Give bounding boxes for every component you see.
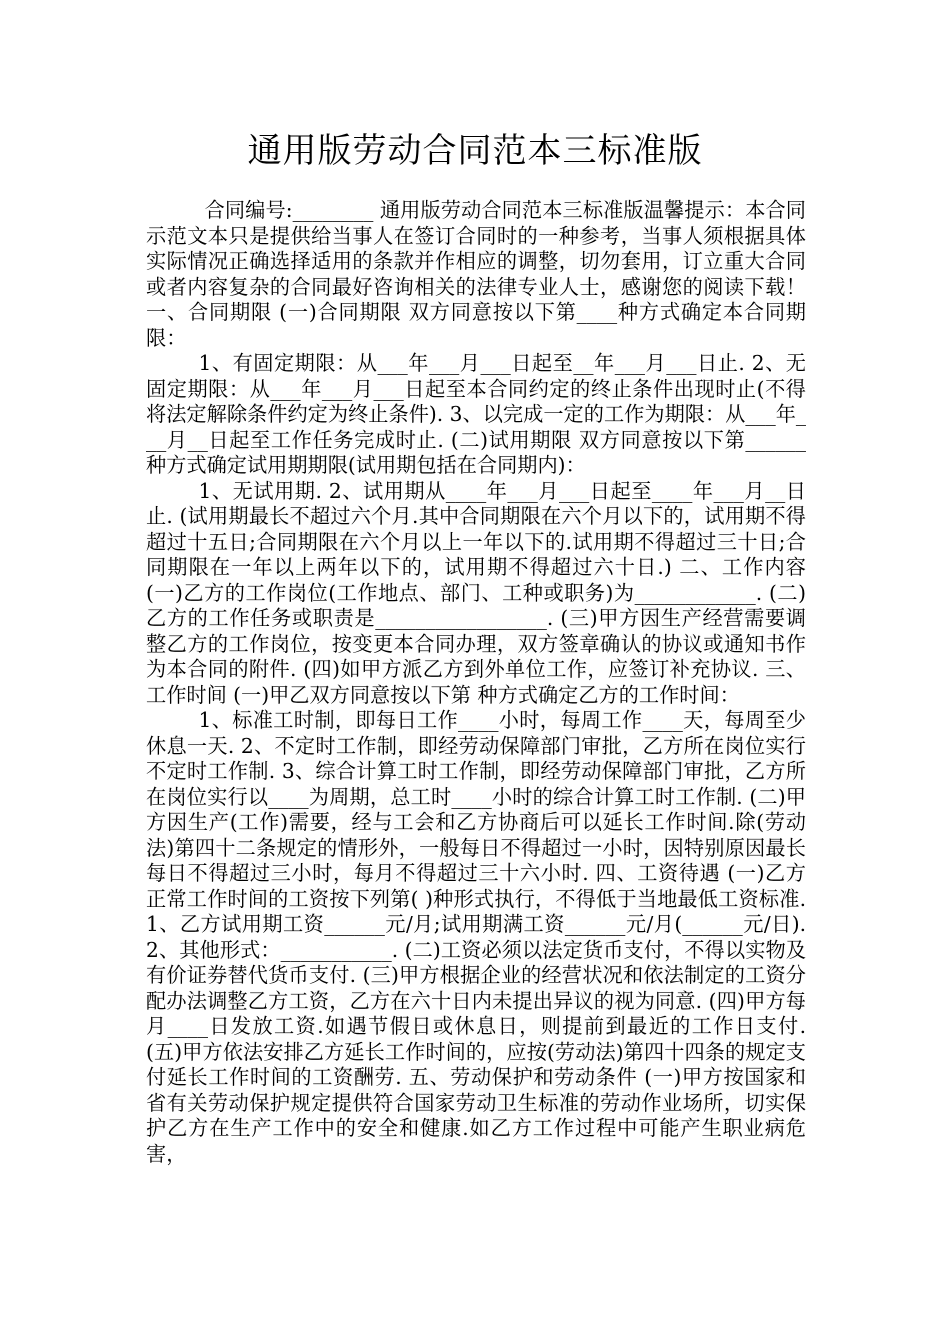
- document-title: 通用版劳动合同范本三标准版: [247, 131, 703, 171]
- paragraph-probation-and-work: 1、无试用期. 2、试用期从____年___月___日起至____年___月__日止. (试用期最长不超过六个月.其中合同期限在六个月以下的，试用期不得超过十五日;合同期限在六个月以上一年以下的.试用期不得超过三十日;合同期限在一年以上两年以下的，试用期不得超过六十日.) 二、工作内容 (一)乙方的工作岗位(工作地点、部门、工种或职务)为____________. (二)乙方的工作任务或职责是_________________. (三)甲方因生产经营需要调整乙方的工作岗位，按变更本合同办理，双方签章确认的协议或通知书作为本合同的附件. (四)如甲方派乙方到外单位工作，应签订补充协议. 三、工作时间 (一)甲乙双方同意按以下第 种方式确定乙方的工作时间：: [146, 478, 806, 707]
- paragraph-intro: 合同编号:________ 通用版劳动合同范本三标准版温馨提示：本合同示范文本只是提供给当事人在签订合同时的一种参考，当事人须根据具体实际情况正确选择适用的条款并作相应的调整，切勿套用，订立重大合同或者内容复杂的合同最好咨询相关的法律专业人士，感谢您的阅读下载！ 一、合同期限 (一)合同期限 双方同意按以下第____种方式确定本合同期限：: [146, 198, 806, 350]
- paragraph-contract-term: 1、有固定期限：从___年___月___日起至__年___月___日止. 2、无固定期限：从___年___月___日起至本合同约定的终止条件出现时止(不得将法定解除条件约定为终止条件). 3、以完成一定的工作为期限：从___年___月__日起至工作任务完成时止. (二)试用期限 双方同意按以下第______种方式确定试用期期限(试用期包括在合同期内)：: [146, 351, 806, 477]
- paragraph-hours-wages-protection: 1、标准工时制，即每日工作____小时，每周工作____天，每周至少休息一天. 2、不定时工作制，即经劳动保障部门审批，乙方所在岗位实行不定时工作制. 3、综合计算工时工作制，即经劳动保障部门审批，乙方所在岗位实行以____为周期，总工时____小时的综合计算工时工作制. (二)甲方因生产(工作)需要，经与工会和乙方协商后可以延长工作时间.除(劳动法)第四十二条规定的情形外，一般每日不得超过一小时，因特别原因最长每日不得超过三小时，每月不得超过三十六小时. 四、工资待遇 (一)乙方正常工作时间的工资按下列第( )种形式执行，不得低于当地最低工资标准. 1、乙方试用期工资______元/月;试用期满工资______元/月(______元/日). 2、其他形式：___________. (二)工资必须以法定货币支付，不得以实物及有价证券替代货币支付. (三)甲方根据企业的经营状况和依法制定的工资分配办法调整乙方工资，乙方在六十日内未提出异议的视为同意. (四)甲方每月____日发放工资.如遇节假日或休息日，则提前到最近的工作日支付. (五)甲方依法安排乙方延长工作时间的，应按(劳动法)第四十四条的规定支付延长工作时间的工资酬劳. 五、劳动保护和劳动条件 (一)甲方按国家和省有关劳动保护规定提供符合国家劳动卫生标准的劳动作业场所，切实保护乙方在生产工作中的安全和健康.如乙方工作过程中可能产生职业病危害，: [146, 708, 806, 1166]
- document-body: [146, 198, 806, 1167]
